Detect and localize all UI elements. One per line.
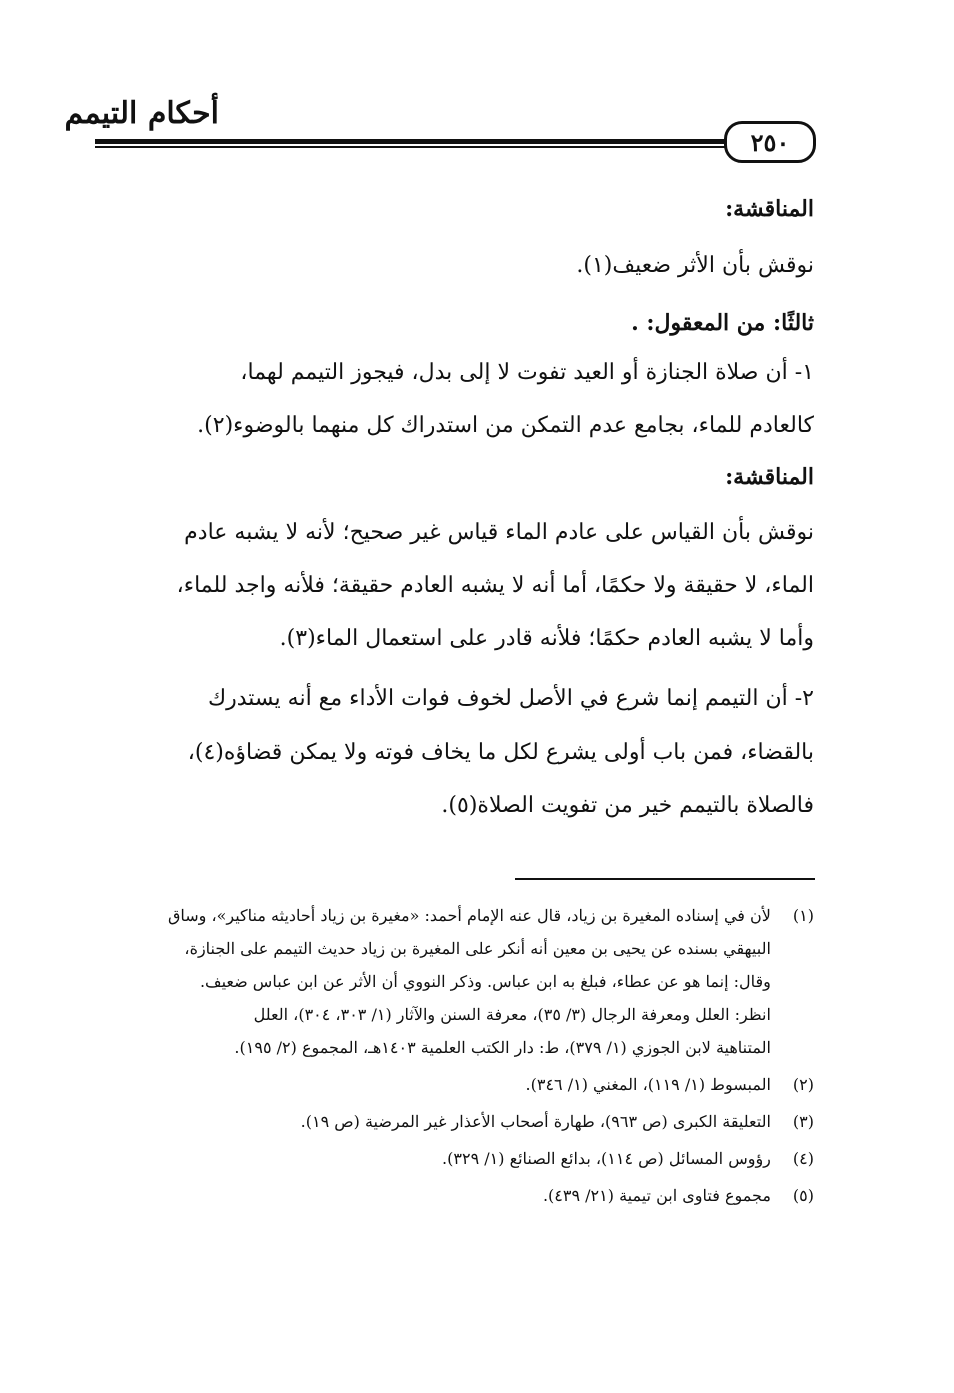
footnote-line: [100, 939, 814, 958]
footnote-number: (٣): [792, 1112, 814, 1131]
heading-third: ثالثًا: من المعقول: .: [631, 310, 814, 336]
footnote-text: وقال: إنما هو عن عطاء، فبلغ به ابن عباس. وذكر النووي أن الأثر عن ابن عباس ضعيف.: [199, 972, 771, 991]
paragraph-line: ١- أن صلاة الجنازة أو العيد تفوت لا إلى بدل، فيجوز التيمم لهما،: [240, 360, 814, 385]
footnote-text: المتناهية لابن الجوزي (١/ ٣٧٩)، ط: دار الكتب العلمية ١٤٠٣هـ، المجموع (٢/ ١٩٥).: [234, 1038, 771, 1057]
running-title: أحكام التيمم: [64, 96, 219, 131]
paragraph-line: ٢- أن التيمم إنما شرع في الأصل لخوف فوات الأداء مع أنه يستدرك: [207, 686, 814, 711]
page-number-text: ٢٥٠: [750, 127, 790, 157]
footnote-text: لأن في إسناده المغيرة بن زياد، قال عنه الإمام أحمد: «مغيرة بن زياد أحاديثه مناكير»، وساق: [167, 906, 771, 925]
footnote-text: البيهقي بسنده عن يحيى بن معين أنه أنكر على المغيرة بن زياد حديث التيمم على الجنازة،: [184, 939, 771, 958]
paragraph-line: نوقش بأن القياس على عادم الماء قياس غير صحيح؛ لأنه لا يشبه عادم: [184, 520, 814, 545]
paragraph-line: نوقش بأن الأثر ضعيف(١).: [576, 253, 814, 278]
heading-discussion: المناقشة:: [725, 196, 814, 222]
footnote-line: [100, 1075, 814, 1094]
footnote-line: [100, 1186, 814, 1205]
paragraph-line: الماء، لا حقيقة ولا حكمًا، أما أنه لا يشبه العادم حقيقة؛ فلأنه واجد للماء،: [176, 573, 814, 598]
footnote-text: المبسوط (١/ ١١٩)، المغني (١/ ٣٤٦).: [525, 1075, 771, 1094]
footnote-number: (٢): [792, 1075, 814, 1094]
footnote-text: رؤوس المسائل (ص ١١٤)، بدائع الصنائع (١/ ٣٢٩).: [442, 1149, 771, 1168]
footnote-number: (٥): [792, 1186, 814, 1205]
footnotes: [100, 0, 814, 1393]
footnote-line: [100, 906, 814, 925]
footnote-line: [100, 1149, 814, 1168]
footnote-line: [100, 1005, 814, 1024]
heading-discussion: المناقشة:: [725, 464, 814, 490]
footnote-text: مجموع فتاوى ابن تيمية (٢١/ ٤٣٩).: [542, 1186, 771, 1205]
footnote-line: [100, 1038, 814, 1057]
footnote-line: [100, 972, 814, 991]
footnote-text: انظر: العلل ومعرفة الرجال (٣/ ٣٥)، معرفة السنن والآثار (١/ ٣٠٣، ٣٠٤)، العلل: [253, 1005, 771, 1024]
paragraph-line: فالصلاة بالتيمم خير من تفويت الصلاة(٥).: [441, 793, 814, 818]
footnote-number: (٤): [792, 1149, 814, 1168]
paragraph-line: بالقضاء، فمن باب أولى يشرع لكل ما يخاف فوته ولا يمكن قضاؤه(٤)،: [187, 740, 814, 765]
paragraph-line: وأما لا يشبه العادم حكمًا؛ فلأنه قادر على استعمال الماء(٣).: [279, 626, 814, 651]
footnote-text: التعليقة الكبرى (ص ٩٦٣)، طهارة أصحاب الأعذار غير المرضية (ص ١٩).: [300, 1112, 771, 1131]
footnote-line: [100, 1112, 814, 1131]
paragraph-line: كالعادم للماء، بجامع عدم التمكن من استدراك كل منهما بالوضوء(٢).: [197, 413, 814, 438]
footnote-number: (١): [792, 906, 814, 925]
